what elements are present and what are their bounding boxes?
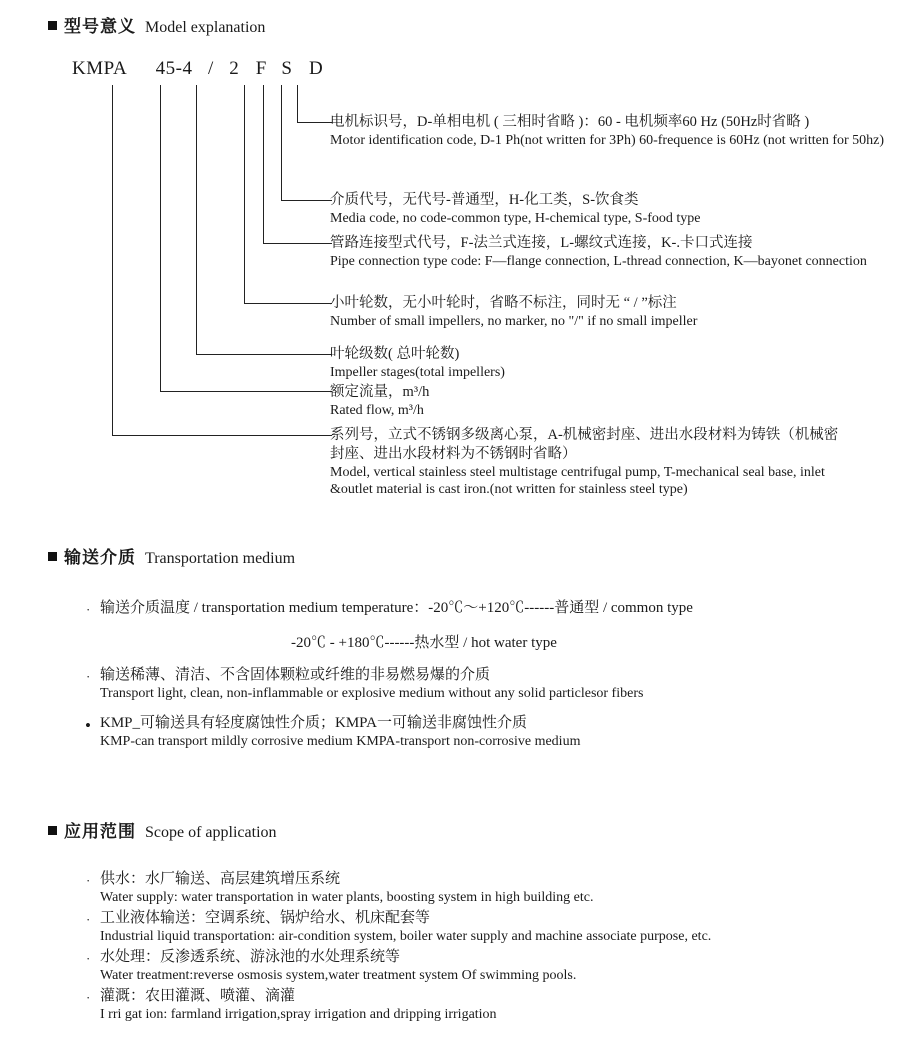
code-slash: / bbox=[208, 58, 214, 79]
scope-item-water-treatment-en: Water treatment:reverse osmosis system,water treatment system Of swimming pools. bbox=[100, 968, 577, 983]
scope-item-industrial-cn: 工业液体输送：空调系统、锅炉给水、机床配套等 bbox=[100, 910, 431, 926]
dot-bullet-icon: · bbox=[86, 990, 91, 1005]
callout-media-cn: 介质代号，无代号-普通型，H-化⼯类，S-饮食类 bbox=[330, 192, 639, 208]
scope-item-irrigation-cn: 灌溉：农田灌溉、喷灌、滴灌 bbox=[100, 988, 296, 1004]
medium-item-clean bbox=[86, 665, 644, 703]
callout-stages-cn: 叶轮级数( 总叶轮数) bbox=[330, 346, 460, 362]
leader-arm-series bbox=[112, 435, 332, 436]
section-title-en: Scope of application bbox=[145, 824, 277, 841]
dot-bullet-icon: · bbox=[86, 873, 91, 888]
medium-item-clean-cn: 输送稀薄、清洁、不含固体颗粒或纤维的非易燃易爆的介质 bbox=[100, 667, 491, 683]
scope-item-water-supply bbox=[86, 869, 594, 907]
leader-arm-media bbox=[281, 200, 332, 201]
section-title-en: Model explanation bbox=[145, 19, 266, 36]
callout-media bbox=[330, 191, 701, 227]
medium-item-temperature-cn: 输送介质温度 / transportation medium temperature：-20℃～+120℃------普通型 / common type bbox=[100, 600, 693, 616]
leader-arm-motor bbox=[297, 122, 332, 123]
dot-bullet-icon: · bbox=[86, 602, 91, 617]
scope-item-water-supply-cn: 供水：水厂输送、高层建筑增压系统 bbox=[100, 871, 341, 887]
medium-item-corrosive-en: KMP-can transport mildly corrosive medium KMPA-transport non-corrosive medium bbox=[100, 734, 581, 749]
callout-motor-en: Motor identification code, D-1 Ph(not written for 3Ph) 60-frequence is 60Hz (not written for 50hz) bbox=[330, 133, 885, 148]
section-heading-medium bbox=[48, 543, 295, 568]
code-small-impellers: 2 bbox=[229, 58, 240, 79]
code-series: KMPA bbox=[72, 58, 128, 79]
scope-item-water-treatment bbox=[86, 947, 577, 985]
model-code-row bbox=[72, 58, 323, 80]
leader-arm-small-impellers bbox=[244, 303, 332, 304]
callout-pipe-en: Pipe connection type code: F—flange connection, L-thread connection, K—bayonet connection bbox=[330, 254, 867, 269]
callout-stages-en: Impeller stages(total impellers) bbox=[330, 365, 505, 380]
medium-item-corrosive-cn: KMP_可输送具有轻度腐蚀性介质；KMPA一可输送非腐蚀性介质 bbox=[100, 715, 527, 731]
medium-item-temperature-sub: -20℃ - +180℃------热水型 / hot water type bbox=[291, 635, 557, 651]
medium-item-clean-en: Transport light, clean, non-inflammable or explosive medium without any solid particlesor fibers bbox=[100, 686, 644, 701]
leader-stem-series bbox=[112, 85, 113, 435]
leader-stem-small-impellers bbox=[244, 85, 245, 303]
leader-arm-flow bbox=[160, 391, 332, 392]
section-title-cn: 型号意义 bbox=[64, 17, 136, 36]
callout-pipe bbox=[330, 234, 885, 270]
callout-motor-cn: 电机标识号，D-单相电机 ( 三相时省略 )：60 - 电机频率60 Hz (50Hz时省略 ) bbox=[330, 114, 810, 130]
leader-arm-pipe bbox=[263, 243, 332, 244]
section-title-cn: 输送介质 bbox=[64, 548, 136, 567]
callout-motor bbox=[330, 113, 890, 149]
square-bullet-icon bbox=[48, 552, 57, 561]
scope-item-industrial-en: Industrial liquid transportation: air-condition system, boiler water supply and machine associate purpose, etc. bbox=[100, 929, 712, 944]
dot-bullet-icon: · bbox=[86, 669, 91, 684]
leader-arm-stages bbox=[196, 354, 332, 355]
callout-small-impellers-cn: 小叶轮数，无小叶轮时，省略不标注，同时无 “ / ”标注 bbox=[330, 295, 677, 311]
callout-small-impellers-en: Number of small impellers, no marker, no "/" if no small impeller bbox=[330, 314, 698, 329]
section-heading-scope bbox=[48, 817, 277, 842]
callout-flow bbox=[330, 383, 429, 419]
dot-bullet-icon: • bbox=[85, 716, 91, 735]
callout-stages bbox=[330, 345, 505, 381]
leader-stem-pipe bbox=[263, 85, 264, 243]
medium-item-temperature bbox=[86, 598, 693, 618]
code-pipe-connection: F bbox=[255, 58, 267, 79]
medium-item-corrosive bbox=[85, 713, 581, 751]
callout-flow-cn: 额定流量，m³/h bbox=[330, 384, 430, 400]
scope-item-irrigation bbox=[86, 986, 497, 1024]
code-motor: D bbox=[308, 58, 324, 79]
callout-series-cn: 系列号，立式不锈钢多级离心泵，A-机械密封座、进出水段材料为铸铁（机械密封座、进出水段材料为不锈钢时省略） bbox=[330, 427, 839, 462]
leader-stem-motor bbox=[297, 85, 298, 122]
callout-small-impellers bbox=[330, 294, 697, 330]
scope-item-water-treatment-cn: 水处理：反渗透系统、游泳池的水处理系统等 bbox=[100, 949, 401, 965]
scope-item-water-supply-en: Water supply: water transportation in water plants, boosting system in high building etc. bbox=[100, 890, 594, 905]
callout-pipe-cn: 管路连接型式代号，F-法兰式连接，L-螺纹式连接，K-.卡口式连接 bbox=[330, 235, 753, 251]
callout-series-en: Model, vertical stainless steel multistage centrifugal pump, T-mechanical seal base, inlet &outlet material is cast iron.(not written for stainless steel type) bbox=[330, 465, 825, 497]
scope-item-industrial bbox=[86, 908, 712, 946]
dot-bullet-icon: · bbox=[86, 912, 91, 927]
leader-stem-flow bbox=[160, 85, 161, 391]
square-bullet-icon bbox=[48, 826, 57, 835]
section-heading-model bbox=[48, 12, 265, 37]
code-flow: 45-4 bbox=[155, 58, 193, 79]
callout-series bbox=[330, 426, 850, 498]
section-title-cn: 应用范围 bbox=[64, 822, 136, 841]
leader-stem-media bbox=[281, 85, 282, 200]
scope-item-irrigation-en: I rri gat ion: farmland irrigation,spray irrigation and dripping irrigation bbox=[100, 1007, 497, 1022]
leader-stem-stages bbox=[196, 85, 197, 354]
section-title-en: Transportation medium bbox=[145, 550, 296, 567]
callout-flow-en: Rated flow, m³/h bbox=[330, 403, 424, 418]
callout-media-en: Media code, no code-common type, H-chemical type, S-food type bbox=[330, 211, 701, 226]
code-media: S bbox=[281, 58, 293, 79]
dot-bullet-icon: · bbox=[86, 951, 91, 966]
square-bullet-icon bbox=[48, 21, 57, 30]
